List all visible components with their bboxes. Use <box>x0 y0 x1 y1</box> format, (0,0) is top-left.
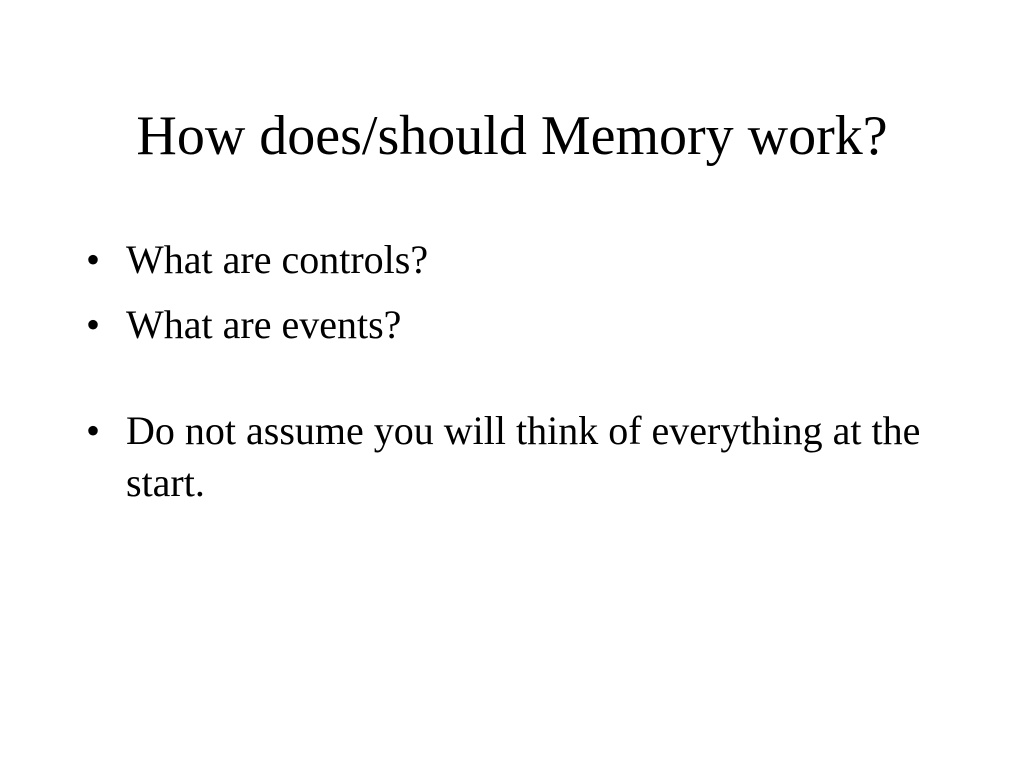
bullet-marker: • <box>86 302 101 347</box>
bullet-list <box>86 234 946 522</box>
bullet-marker: • <box>86 237 101 282</box>
bullet-text: What are controls? <box>126 237 429 282</box>
bullet-text: Do not assume you will think of everything at the start. <box>126 408 921 505</box>
slide-title: How does/should Memory work? <box>136 105 888 167</box>
bullet-marker: • <box>86 408 101 453</box>
bullet-text: What are events? <box>126 302 402 347</box>
bullet-item-assume <box>86 405 946 509</box>
bullet-item-events <box>86 299 946 351</box>
bullet-item-controls <box>86 234 946 286</box>
